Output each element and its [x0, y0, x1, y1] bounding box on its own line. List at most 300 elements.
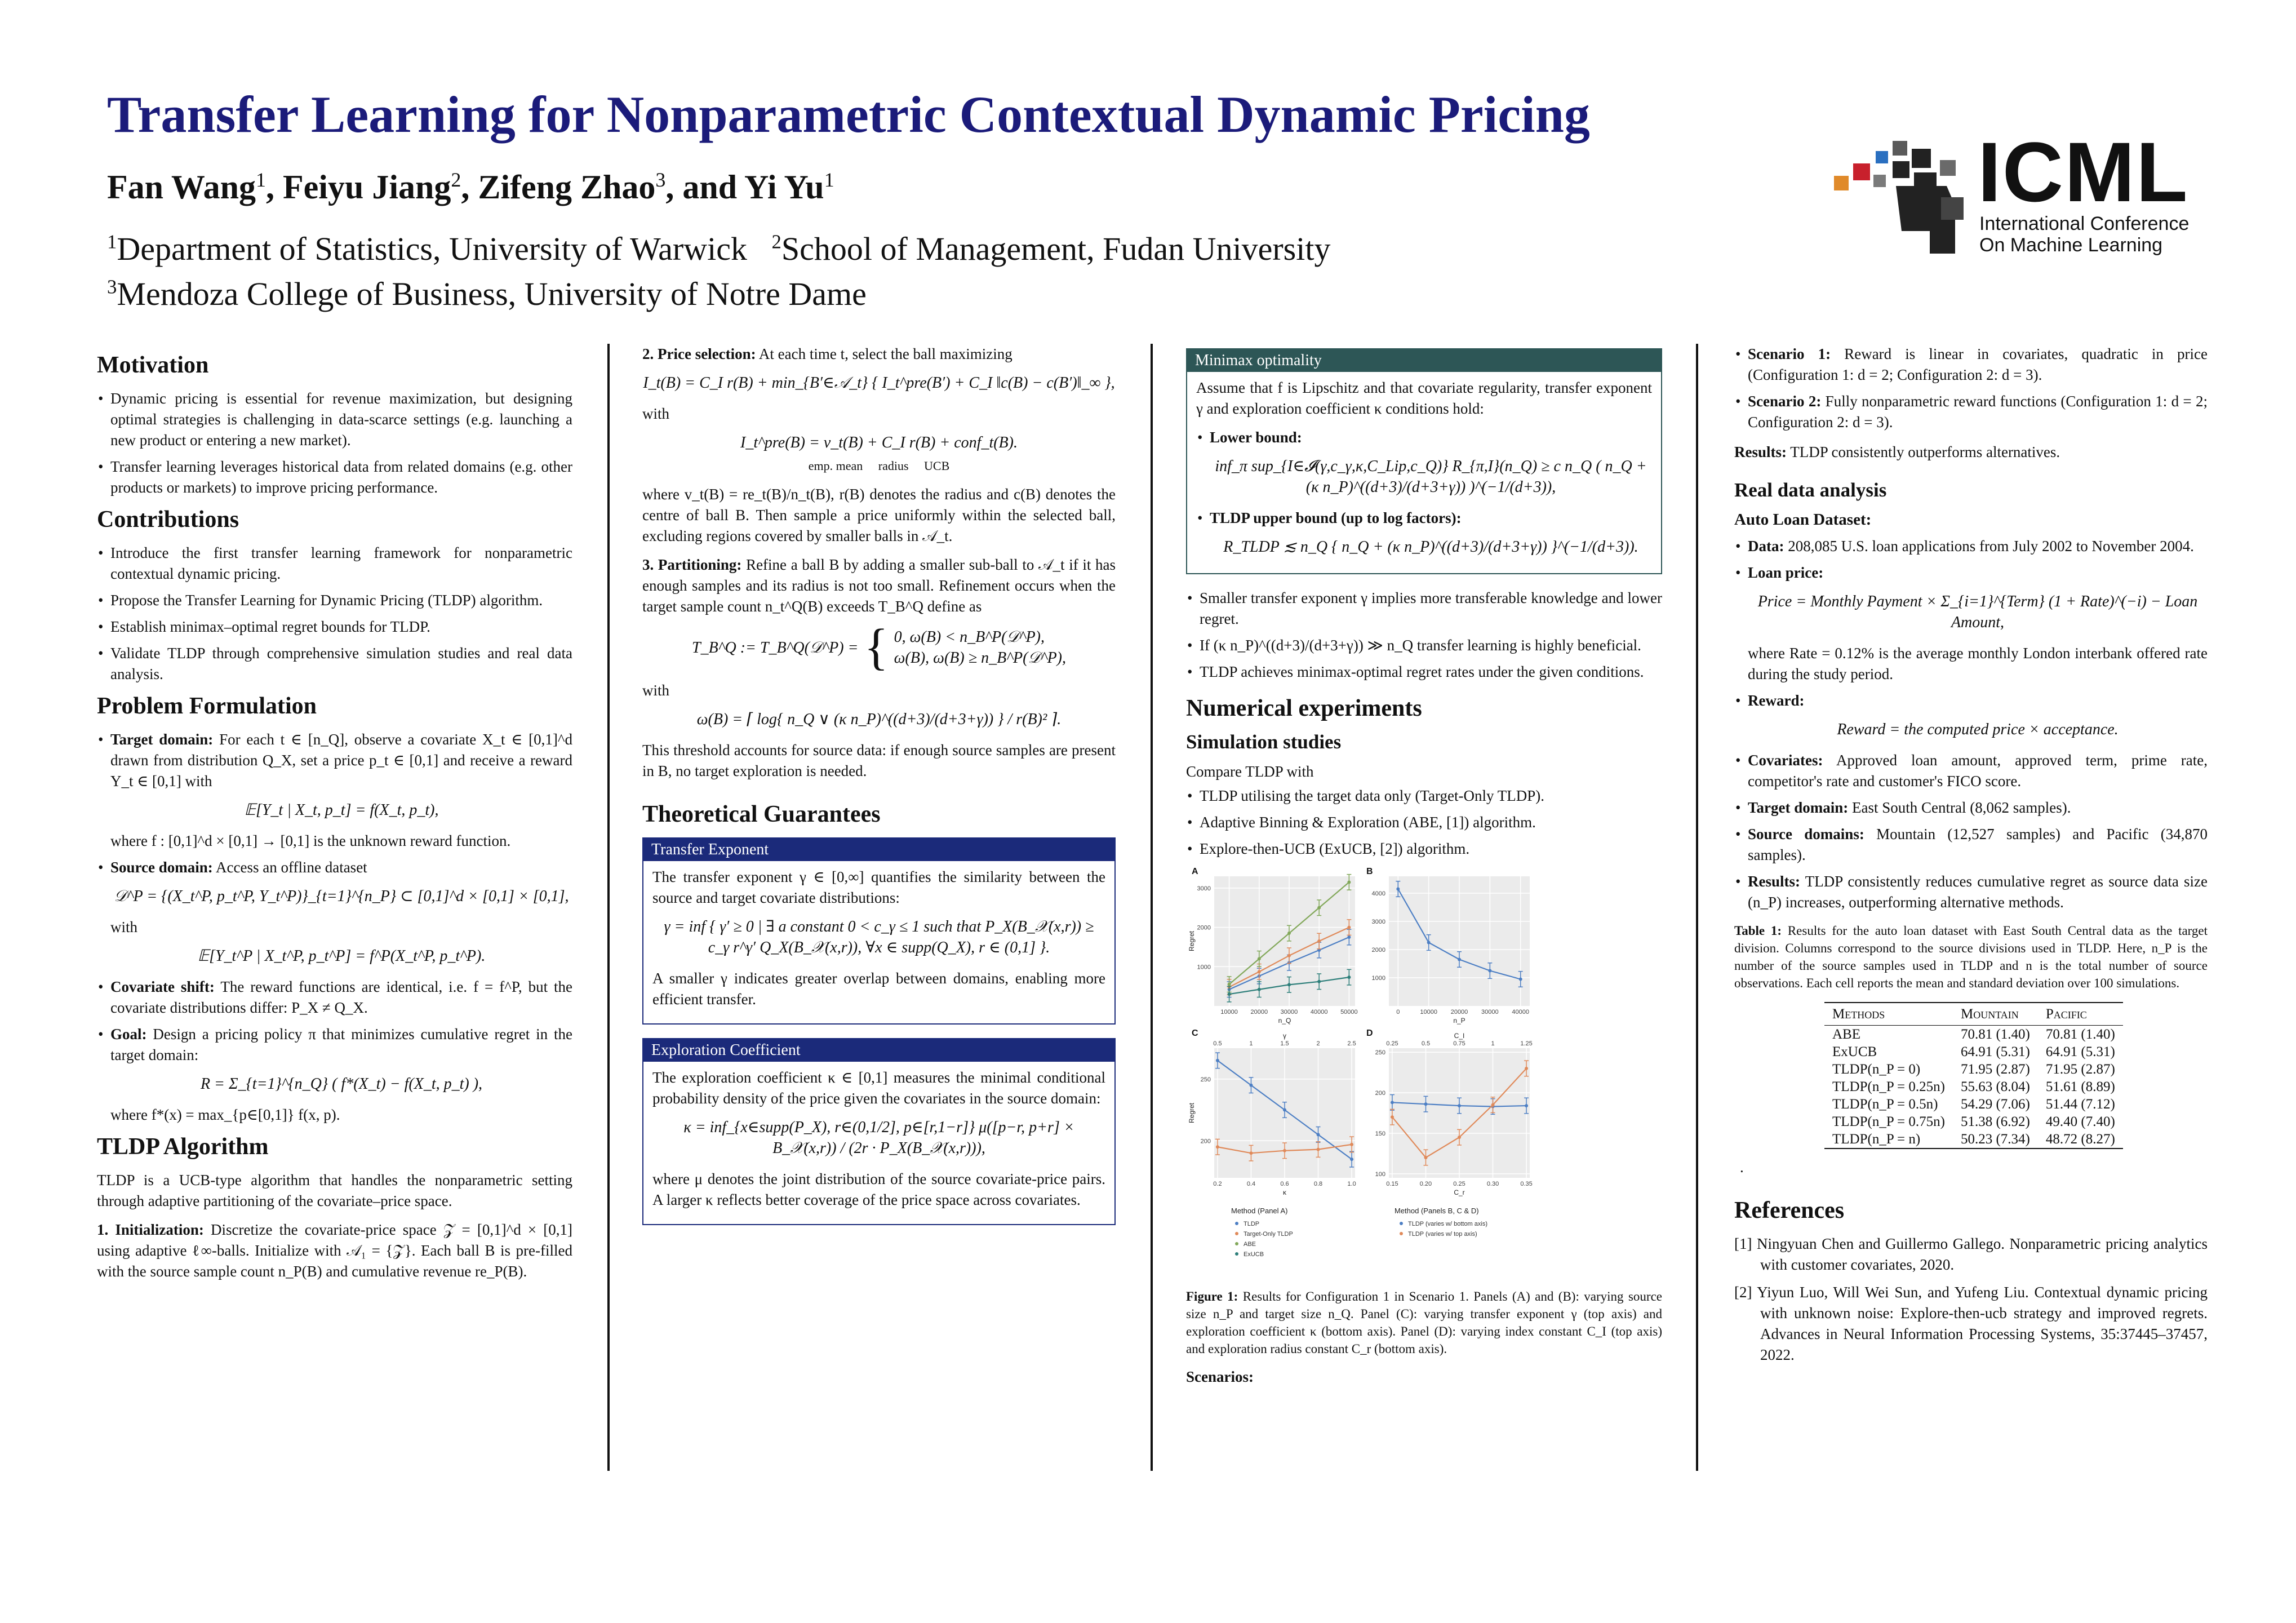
affil-mark: 2 — [771, 230, 781, 253]
table-body — [1824, 1026, 2123, 1149]
poster-title: Transfer Learning for Nonparametric Contextual Dynamic Pricing — [107, 86, 1590, 143]
data-point — [1458, 1136, 1461, 1139]
item-text: East South Central (8,062 samples). — [1852, 799, 2071, 816]
list-item: • TLDP utilising the target data only (Target-Only TLDP). — [1186, 786, 1662, 806]
x2-tick-label: 0.5 — [1421, 1040, 1431, 1047]
x-tick-label: 50000 — [1340, 1009, 1358, 1016]
data-point — [1424, 1102, 1427, 1106]
contributions-list — [97, 543, 572, 685]
table-row — [1824, 1026, 2123, 1044]
section-heading-motivation: Motivation — [97, 352, 209, 378]
box-body — [643, 861, 1114, 1023]
y-tick-label: 100 — [1375, 1170, 1385, 1178]
list-item: • Smaller transfer exponent γ implies more transferable knowledge and lower regret. — [1186, 588, 1662, 629]
item-text: 208,085 U.S. loan applications from July 2002 to November 2004. — [1788, 538, 2194, 555]
equation-threshold — [642, 619, 1116, 675]
table-row — [1824, 1113, 2123, 1130]
figure-caption — [1186, 1288, 1662, 1358]
section-heading-experiments: Numerical experiments — [1186, 695, 1422, 721]
figure-1-panels — [1186, 865, 1541, 1282]
equation: R = Σ_{t=1}^{n_Q} ( f*(X_t) − f(X_t, p_t) ), — [200, 1075, 483, 1093]
paragraph: The exploration coefficient κ ∈ [0,1] measures the minimal conditional probability density of the price given the covariates in the source domain: — [652, 1069, 1105, 1107]
legend-marker — [1400, 1232, 1403, 1235]
reference-item: [1] Ningyuan Chen and Guillermo Gallego. Nonparametric pricing analytics with customer covariates, 2020. — [1734, 1235, 2208, 1273]
item-text: For each t ∈ [n_Q], observe a covariate X_t ∈ [0,1]^d drawn from distribution Q_X, set a price p_t ∈ [0,1] and receive a reward Y_t ∈ [0,1] with — [110, 731, 572, 790]
legend-item: TLDP (varies w/ bottom axis) — [1408, 1221, 1488, 1227]
box-minimax — [1186, 348, 1662, 574]
y-axis-label: Regret — [1188, 1102, 1196, 1124]
item-label: Goal: — [110, 1026, 147, 1043]
item-label: Results: — [1734, 444, 1787, 460]
data-point — [1519, 978, 1522, 981]
list-item: • Establish minimax–optimal regret bounds for TLDP. — [97, 617, 572, 637]
y-tick-label: 250 — [1200, 1076, 1211, 1083]
section-heading-problem: Problem Formulation — [97, 693, 317, 719]
item-label: Target domain: — [1748, 799, 1849, 816]
list-item: • TLDP achieves minimax-optimal regret rates under the given conditions. — [1186, 662, 1662, 682]
data-point — [1249, 1084, 1253, 1087]
step-text: Discretize the covariate-price space 𝒵 = [0,1]^d × [0,1] using adaptive ℓ∞-balls. Initialize with 𝒜₁ = {𝒵}. Each ball B is pre-filled with the source sample count n_P(B) and cumulative revenue re_P(B). — [97, 1221, 572, 1280]
item-text: Access an offline dataset — [216, 859, 367, 876]
item-text: Design a pricing policy π that minimizes cumulative regret in the target domain: — [110, 1026, 573, 1063]
y-tick-label: 150 — [1375, 1130, 1385, 1137]
paragraph-scenarios — [1186, 1367, 1662, 1387]
box-exploration-coefficient — [642, 1038, 1116, 1225]
paragraph: where v_t(B) = re_t(B)/n_t(B), r(B) denotes the radius and c(B) denotes the centre of ball B. Then sample a price uniformly within the selected ball, excluding regions covered by smaller balls in 𝒜_t. — [642, 486, 1116, 544]
x-axis-label: C_r — [1454, 1189, 1465, 1196]
column-divider — [607, 344, 610, 1471]
author-name: Zifeng Zhao — [478, 168, 656, 206]
column-divider — [1696, 344, 1698, 1471]
table-trailer: . — [1740, 1159, 1744, 1176]
table-row — [1824, 1096, 2123, 1113]
scenario-list — [1734, 344, 2208, 433]
data-point — [1258, 957, 1261, 960]
x2-tick-label: 1.5 — [1280, 1040, 1289, 1047]
x-tick-label: 10000 — [1220, 1009, 1238, 1016]
item-label: Covariates: — [1748, 752, 1823, 769]
data-point — [1317, 906, 1321, 910]
list-item: • Introduce the first transfer learning framework for nonparametric contextual dynamic pricing. — [97, 543, 572, 584]
table-cell: 51.44 (7.12) — [2045, 1097, 2115, 1112]
affil-mark: 1 — [107, 230, 117, 253]
step-label: 3. Partitioning: — [642, 556, 742, 573]
minimax-remarks — [1186, 588, 1662, 682]
data-point — [1317, 1133, 1320, 1136]
table-row — [1824, 1043, 2123, 1061]
legend-title: Method (Panels B, C & D) — [1395, 1207, 1479, 1215]
x-tick-label: 30000 — [1481, 1009, 1499, 1016]
x-tick-label: 0 — [1396, 1009, 1400, 1016]
list-item: • Propose the Transfer Learning for Dynamic Pricing (TLDP) algorithm. — [97, 590, 572, 611]
list-item-goal — [97, 1024, 572, 1125]
data-point — [1258, 988, 1261, 991]
x-tick-label: 0.2 — [1213, 1181, 1222, 1187]
column-4 — [1734, 344, 2208, 1372]
author-name: Yi Yu — [744, 168, 824, 206]
table-cell: 51.38 (6.92) — [1960, 1114, 2030, 1129]
data-point — [1228, 992, 1231, 996]
underbrace-label: emp. mean — [808, 459, 863, 473]
list-item: • Explore-then-UCB (ExUCB, [2]) algorithm. — [1186, 839, 1662, 859]
subsection-heading-real-data: Real data analysis — [1734, 479, 1887, 501]
equation: Price = Monthly Payment × Σ_{i=1}^{Term} (1 + Rate)^(−i) − Loan Amount, — [1757, 593, 2198, 631]
data-point — [1216, 1145, 1219, 1148]
data-point — [1396, 888, 1400, 891]
box-body — [643, 1062, 1114, 1224]
icml-logo-mark — [1834, 141, 1969, 259]
list-item-target-domain — [97, 729, 572, 852]
x2-axis-label: γ — [1283, 1032, 1286, 1040]
column-3 — [1186, 344, 1662, 1395]
x2-tick-label: 1 — [1491, 1040, 1495, 1047]
data-point — [1347, 975, 1351, 979]
realdata-list — [1734, 536, 2208, 913]
item-text: The reward functions are identical, i.e. f = f^P, but the covariate distributions differ: P_X ≠ Q_X. — [110, 978, 573, 1016]
table-caption — [1734, 922, 2208, 992]
paragraph: A smaller γ indicates greater overlap between domains, enabling more efficient transfer. — [652, 970, 1105, 1008]
bound-list — [1196, 427, 1652, 557]
x-tick-label: 40000 — [1310, 1009, 1328, 1016]
x2-tick-label: 0.5 — [1213, 1040, 1222, 1047]
list-item: • Validate TLDP through comprehensive simulation studies and real data analysis. — [97, 643, 572, 685]
step-text: Refine a ball B by adding a smaller sub-ball to 𝒜_t if it has enough samples and its radius is not too small. Refinement occurs when the target sample count n_t^Q(B) exceeds T_B^Q define as — [642, 556, 1116, 615]
paragraph: with — [642, 682, 670, 699]
paragraph: The transfer exponent γ ∈ [0,∞] quantifies the similarity between the source and target covariate distributions: — [652, 868, 1105, 906]
y-tick-label: 2000 — [1197, 924, 1211, 932]
equation: Reward = the computed price × acceptance. — [1837, 721, 2119, 738]
legend-item: TLDP — [1244, 1221, 1260, 1227]
equation-cases — [894, 627, 1066, 668]
y-axis-label: Regret — [1188, 930, 1196, 952]
list-item-reward — [1734, 690, 2208, 740]
x-tick-label: 20000 — [1450, 1009, 1468, 1016]
item-label: Source domains: — [1748, 826, 1864, 842]
caption-label: Figure 1: — [1186, 1289, 1238, 1303]
section-heading-theory: Theoretical Guarantees — [642, 801, 881, 827]
x2-tick-label: 1 — [1249, 1040, 1253, 1047]
x2-tick-label: 0.25 — [1386, 1040, 1398, 1047]
item-label: Source domain: — [110, 859, 213, 876]
section-heading-contributions: Contributions — [97, 507, 239, 533]
data-point — [1317, 980, 1321, 983]
list-item: • If (κ n_P)^((d+3)/(d+3+γ)) ≫ n_Q transfer learning is highly beneficial. — [1186, 635, 1662, 656]
x-tick-label: 0.25 — [1453, 1181, 1465, 1187]
item-text: Approved loan amount, approved term, prime rate, competitor's rate and customer's FICO score. — [1748, 752, 2208, 790]
table-cell: 55.63 (8.04) — [1960, 1079, 2030, 1094]
legend-title: Method (Panel A) — [1231, 1207, 1288, 1215]
equation: κ = inf_{x∈supp(P_X), r∈(0,1/2], p∈[r,1−r]} μ([p−r, p+r] × B_𝒳(x,r)) / (2r · P_X(B_𝒳(x,r))), — [683, 1119, 1074, 1157]
y-tick-label: 250 — [1375, 1049, 1385, 1057]
legend-marker — [1235, 1222, 1238, 1225]
table-row — [1824, 1078, 2123, 1096]
table-cell: 49.40 (7.40) — [2045, 1114, 2115, 1129]
data-point — [1258, 970, 1261, 973]
affiliation: School of Management, Fudan University — [781, 230, 1331, 267]
x-axis-label: n_Q — [1278, 1017, 1291, 1025]
legend-marker — [1235, 1232, 1238, 1235]
author-affil-mark: 3 — [655, 168, 666, 191]
equation: inf_π sup_{I∈𝓘(γ,c_γ,κ,C_Lip,c_Q)} R_{π,I}(n_Q) ≥ c n_Q ( n_Q + (κ n_P)^((d+3)/(d+3+γ)) )^(−1/(d+3)), — [1215, 458, 1647, 496]
x-axis-label: κ — [1283, 1189, 1286, 1196]
y-tick-label: 1000 — [1371, 975, 1385, 982]
underbrace-label: radius — [878, 459, 909, 473]
list-item-scenario-2 — [1734, 391, 2208, 433]
x-tick-label: 0.30 — [1486, 1181, 1499, 1187]
list-item-scenario-1 — [1734, 344, 2208, 385]
box-body — [1187, 372, 1661, 573]
table-cell: 48.72 (8.27) — [2038, 1130, 2123, 1148]
list-item: • Dynamic pricing is essential for revenue maximization, but designing optimal strategies is challenging in data-scarce settings (e.g. launching a new product or entering a new market). — [97, 388, 572, 451]
baseline-list — [1186, 786, 1662, 859]
brace-glyph: { — [864, 619, 889, 675]
column-2 — [642, 344, 1116, 1239]
item-label: Target domain: — [110, 731, 214, 748]
equation: 𝔼[Y_t | X_t, p_t] = f(X_t, p_t), — [244, 801, 439, 819]
item-label: Reward: — [1748, 692, 1805, 709]
legend-marker — [1400, 1222, 1403, 1225]
list-item-results — [1734, 871, 2208, 913]
panel-letter: C — [1192, 1028, 1198, 1038]
column-1 — [97, 344, 572, 1290]
equation-case: 0, ω(B) < n_B^P(𝒟^P), — [894, 628, 1045, 646]
x-tick-label: 10000 — [1420, 1009, 1437, 1016]
author-sep: , — [461, 168, 478, 206]
affiliations-line-2 — [107, 275, 867, 313]
table-cell: 54.29 (7.06) — [1960, 1097, 2030, 1112]
table-cell: TLDP(n_P = 0.5n) — [1832, 1097, 1938, 1112]
y-tick-label: 3000 — [1371, 919, 1385, 925]
data-point — [1424, 1156, 1427, 1159]
paragraph-step-1 — [97, 1220, 572, 1282]
item-text: Mountain (12,527 samples) and Pacific (34,870 samples). — [1748, 826, 2208, 863]
x-tick-label: 0.4 — [1246, 1181, 1256, 1187]
affiliation: Mendoza College of Business, University of Notre Dame — [117, 276, 867, 312]
legend-item: ExUCB — [1244, 1251, 1264, 1258]
caption-text: Results for the auto loan dataset with East South Central data as the target division. Columns correspond to the source divisions used in TLDP. Here, n_P is the number of the source samples used in TLDP and n is the total number of source observations. Each cell reports the mean and standard deviation over 100 simulations. — [1734, 924, 2208, 990]
icml-logo-word: ICML — [1978, 125, 2189, 219]
list-item-data — [1734, 536, 2208, 557]
item-text: where f : [0,1]^d × [0,1] → [0,1] is the unknown reward function. — [110, 832, 511, 849]
caption-label: Table 1: — [1734, 924, 1782, 938]
y-tick-label: 3000 — [1197, 885, 1211, 892]
table-header-row — [1824, 1003, 2123, 1026]
subsection-heading-simulation: Simulation studies — [1186, 731, 1342, 753]
x2-tick-label: 2 — [1316, 1040, 1320, 1047]
data-point — [1287, 954, 1291, 957]
reference-item: [2] Yiyun Luo, Will Wei Sun, and Yufeng Liu. Contextual dynamic pricing with unknown noise: Explore-then-ucb strategy and improved regrets. Advances in Neural Information Processing Systems, 35:37445–37457, 2022. — [1734, 1284, 2208, 1363]
author-affil-mark: 2 — [451, 168, 461, 191]
paragraph: with — [642, 405, 670, 422]
box-transfer-exponent — [642, 837, 1116, 1025]
equation: 𝔼[Y_t^P | X_t^P, p_t^P] = f^P(X_t^P, p_t^P). — [197, 947, 486, 965]
table-cell: TLDP(n_P = 0) — [1832, 1062, 1921, 1077]
item-label: Data: — [1748, 538, 1784, 555]
table-header: Pacific — [2038, 1003, 2123, 1026]
data-point — [1458, 958, 1461, 961]
data-point — [1283, 1149, 1286, 1152]
x2-axis-label: C_I — [1454, 1032, 1465, 1040]
list-item-upper-bound — [1196, 508, 1652, 557]
y-tick-label: 200 — [1375, 1090, 1385, 1097]
data-point — [1317, 939, 1321, 943]
item-label: Loan price: — [1748, 564, 1824, 581]
list-item-lower-bound — [1196, 427, 1652, 498]
section-heading-algorithm: TLDP Algorithm — [97, 1134, 269, 1160]
data-point — [1228, 983, 1231, 986]
motivation-list — [97, 388, 572, 498]
equation: 𝒟^P = {(X_t^P, p_t^P, Y_t^P)}_{t=1}^{n_P} ⊂ [0,1]^d × [0,1] × [0,1], — [114, 888, 569, 905]
list-item-covariates — [1734, 750, 2208, 792]
table-cell: 71.95 (2.87) — [2045, 1062, 2115, 1077]
equation: I_t(B) = C_I r(B) + min_{B′∈𝒜_t} { I_t^pre(B′) + C_I ‖c(B) − c(B′)‖_∞ }, — [643, 374, 1115, 392]
data-point — [1347, 926, 1351, 929]
table-row — [1824, 1061, 2123, 1078]
item-label: Results: — [1748, 873, 1800, 890]
table-cell: TLDP(n_P = n) — [1824, 1130, 1953, 1148]
panel-letter: A — [1192, 867, 1198, 876]
legend-item: TLDP (varies w/ top axis) — [1408, 1231, 1477, 1238]
reference-list — [1734, 1234, 2208, 1365]
list-item-covariate-shift — [97, 977, 572, 1018]
table-header: Methods — [1824, 1003, 1953, 1026]
author-affil-mark: 1 — [256, 168, 266, 191]
problem-list — [97, 729, 572, 1125]
x-tick-label: 40000 — [1512, 1009, 1529, 1016]
icml-logo-line-2: On Machine Learning — [1979, 234, 2163, 256]
data-point — [1350, 1143, 1353, 1146]
y-tick-label: 200 — [1200, 1138, 1211, 1145]
step-text: At each time t, select the ball maximizing — [758, 345, 1012, 362]
x-tick-label: 20000 — [1250, 1009, 1268, 1016]
legend-marker — [1235, 1242, 1238, 1245]
item-text: TLDP consistently outperforms alternatives. — [1790, 444, 2060, 460]
author-name: Feiyu Jiang — [283, 168, 451, 206]
item-label: Scenario 1: — [1748, 345, 1831, 362]
panel-letter: B — [1366, 867, 1373, 876]
caption-text: Results for Configuration 1 in Scenario 1. Panels (A) and (B): varying source size n_P and target size n_Q. Panel (C): varying transfer exponent γ (top axis) and exploration coefficient κ (bottom axis). Panel (D): varying index constant C_I (top axis) and exploration radius constant C_r (bottom axis). — [1186, 1289, 1662, 1356]
box-title: Minimax optimality — [1187, 349, 1661, 372]
table-cell: 50.23 (7.34) — [1953, 1130, 2038, 1148]
list-item-source-domain — [97, 857, 572, 966]
legend-item: Target-Only TLDP — [1244, 1231, 1293, 1238]
y-tick-label: 2000 — [1371, 947, 1385, 954]
table-header: Mountain — [1953, 1003, 2038, 1026]
affiliation: Department of Statistics, University of Warwick — [117, 230, 747, 267]
table-cell: 70.81 (1.40) — [2045, 1027, 2115, 1042]
legend-marker — [1235, 1252, 1238, 1256]
data-point — [1216, 1059, 1219, 1062]
table-cell: 64.91 (5.31) — [1960, 1044, 2030, 1059]
paragraph: where μ denotes the joint distribution of the source covariate-price pairs. A larger κ reflects better coverage of the price space across covariates. — [652, 1170, 1105, 1208]
paragraph: This threshold accounts for source data: if enough source samples are present in B, no target exploration is needed. — [642, 742, 1116, 779]
list-item: • Transfer learning leverages historical data from related domains (e.g. other products or markets) to improve pricing performance. — [97, 456, 572, 498]
item-text: with — [110, 919, 138, 935]
paragraph-step-3 — [642, 555, 1116, 617]
list-item-source-domains — [1734, 824, 2208, 866]
equation: R_TLDP ≲ n_Q { n_Q + (κ n_P)^((d+3)/(d+3+γ)) }^(−1/(d+3)). — [1223, 538, 1638, 556]
item-text: TLDP consistently reduces cumulative regret as source data size (n_P) increases, outperforming alternative methods. — [1748, 873, 2208, 911]
box-title: Exploration Coefficient — [643, 1039, 1114, 1062]
paragraph: Assume that f is Lipschitz and that covariate regularity, transfer exponent γ and exploration coefficient κ conditions hold: — [1196, 379, 1652, 417]
results-table — [1824, 1002, 2123, 1149]
data-point — [1287, 932, 1291, 935]
column-divider — [1151, 344, 1153, 1471]
panel-letter: D — [1366, 1028, 1373, 1038]
data-point — [1283, 1108, 1286, 1112]
data-point — [1525, 1104, 1528, 1107]
list-item: • Adaptive Binning & Exploration (ABE, [1]) algorithm. — [1186, 812, 1662, 833]
equation: ω(B) = ⌈ log{ n_Q ∨ (κ n_P)^((d+3)/(d+3+γ)) } / r(B)² ⌉. — [696, 711, 1062, 728]
data-point — [1391, 1115, 1394, 1119]
x2-tick-label: 2.5 — [1347, 1040, 1356, 1047]
data-point — [1488, 969, 1491, 973]
data-point — [1458, 1104, 1461, 1107]
list-item-loan-price — [1734, 562, 2208, 685]
author-name: Fan Wang — [107, 168, 256, 206]
table-row — [1824, 1130, 2123, 1148]
data-point — [1317, 1148, 1320, 1151]
x-tick-label: 1.0 — [1347, 1181, 1356, 1187]
item-text: where f*(x) = max_{p∈[0,1]} f(x, p). — [110, 1106, 340, 1123]
dataset-label: Auto Loan Dataset: — [1734, 511, 1872, 529]
item-text: where Rate = 0.12% is the average monthly London interbank offered rate during the study period. — [1748, 645, 2208, 682]
table-cell: 70.81 (1.40) — [1960, 1027, 2030, 1042]
item-label: Lower bound: — [1210, 429, 1302, 446]
paragraph: TLDP is a UCB-type algorithm that handles the nonparametric setting through adaptive partitioning of the covariate–price space. — [97, 1172, 572, 1209]
affiliations-line-1 — [107, 230, 1330, 268]
table-cell: ExUCB — [1832, 1044, 1877, 1059]
item-label: Scenario 2: — [1748, 393, 1822, 410]
x-axis-label: n_P — [1453, 1017, 1465, 1025]
paragraph: Compare TLDP with — [1186, 763, 1314, 780]
item-label: TLDP upper bound (up to log factors): — [1210, 509, 1462, 526]
equation-case: ω(B), ω(B) ≥ n_B^P(𝒟^P), — [894, 649, 1066, 667]
affil-mark: 3 — [107, 276, 117, 298]
author-affil-mark: 1 — [824, 168, 834, 191]
table-cell: 64.91 (5.31) — [2045, 1044, 2115, 1059]
author-sep: , — [266, 168, 283, 206]
x-tick-label: 0.8 — [1313, 1181, 1323, 1187]
x2-tick-label: 0.75 — [1453, 1040, 1465, 1047]
list-item-target-domain — [1734, 797, 2208, 818]
x-tick-label: 0.35 — [1520, 1181, 1533, 1187]
table-cell: 51.61 (8.89) — [2045, 1079, 2115, 1094]
equation-lhs: T_B^Q := T_B^Q(𝒟^P) = — [692, 638, 859, 657]
item-text: Reward is linear in covariates, quadratic in price (Configuration 1: d = 2; Configuration 2: d = 3). — [1748, 345, 2208, 383]
paragraph-step-2 — [642, 344, 1116, 365]
step-label: 1. Initialization: — [97, 1221, 204, 1238]
figure-1 — [1186, 865, 1541, 1282]
data-point — [1249, 1151, 1253, 1155]
table-cell: TLDP(n_P = 0.25n) — [1832, 1079, 1945, 1094]
icml-logo-line-1: International Conference — [1979, 213, 2190, 234]
item-text: Fully nonparametric reward functions (Configuration 1: d = 2; Configuration 2: d = 3). — [1748, 393, 2208, 431]
table-cell: TLDP(n_P = 0.75n) — [1832, 1114, 1945, 1129]
table-cell: ABE — [1832, 1027, 1860, 1042]
data-point — [1287, 983, 1291, 986]
equation: γ = inf { γ′ ≥ 0 | ∃ a constant 0 < c_γ ≤ 1 such that P_X(B_𝒳(x,r)) ≥ c_γ r^γ′ Q_X(B_𝒳(x,r)), ∀x ∈ supp(Q_X), r ∈ (0,1] }. — [664, 918, 1094, 956]
item-label: Covariate shift: — [110, 978, 215, 995]
table-cell: 71.95 (2.87) — [1960, 1062, 2030, 1077]
data-point — [1350, 1158, 1353, 1161]
data-point — [1427, 941, 1431, 944]
data-point — [1491, 1103, 1495, 1107]
data-point — [1347, 880, 1351, 884]
legend-item: ABE — [1244, 1241, 1256, 1248]
x-tick-label: 0.20 — [1419, 1181, 1432, 1187]
author-list — [107, 168, 834, 207]
